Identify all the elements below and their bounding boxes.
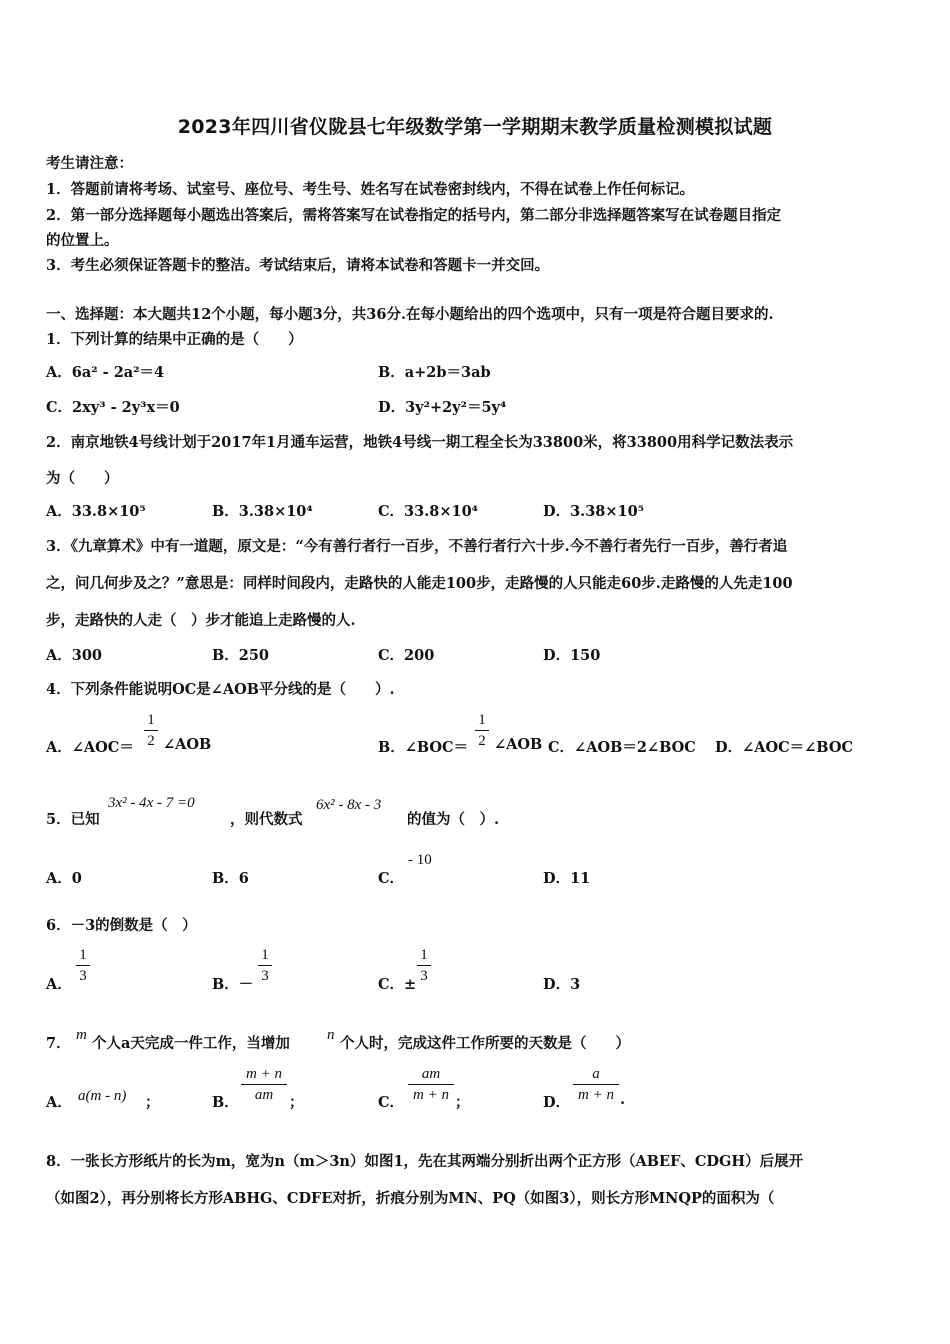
q2-option-d: D．3.38×10⁵: [543, 503, 645, 520]
q6-option-c: C．±: [378, 976, 417, 993]
q7-option-d-end: .: [620, 1091, 626, 1108]
question-5-middle: ，则代数式: [230, 811, 303, 828]
question-2-stem-2: 为（ ）: [46, 470, 119, 487]
q3-option-d: D．150: [543, 647, 601, 664]
q7-variable-m: m: [76, 1027, 87, 1043]
fraction-numerator: 1: [79, 947, 87, 963]
q1-option-c: C．2xy³ - 2y³x＝0: [46, 399, 180, 416]
q3-option-c: C．200: [378, 647, 435, 664]
q7-option-b: B．: [212, 1094, 239, 1111]
q4-option-a-suffix: ∠AOB: [163, 736, 212, 753]
q6-option-c-fraction: [417, 946, 431, 985]
fraction-numerator: 1: [147, 712, 155, 728]
question-6-stem: 6．－3的倒数是（ ）: [46, 917, 197, 934]
q7-option-b-end: ；: [289, 1094, 304, 1111]
q6-option-d: D．3: [543, 976, 581, 993]
question-8-stem-1: 8．一张长方形纸片的长为m，宽为n（m＞3n）如图1，先在其两端分别折出两个正方形（ABEF、CDGH）后展开: [46, 1153, 804, 1170]
q1-option-a: A．6a² - 2a²＝4: [46, 364, 165, 381]
q3-option-a: A．300: [46, 647, 103, 664]
q5-option-c-value: - 10: [408, 852, 432, 868]
fraction-bar: [76, 965, 90, 966]
question-7-part-1: 个人a天完成一件工作，当增加: [92, 1035, 290, 1052]
q2-option-c: C．33.8×10⁴: [378, 503, 479, 520]
q6-option-a-fraction: [76, 946, 90, 985]
q4-option-b-fraction: [475, 711, 489, 750]
section-heading: 一、选择题：本大题共12个小题，每小题3分，共36分.在每小题给出的四个选项中，只有一项是符合题目要求的.: [46, 306, 774, 323]
q2-option-a: A．33.8×10⁵: [46, 503, 146, 520]
q7-option-d: D．: [543, 1094, 571, 1111]
fraction-denominator: am: [254, 1087, 274, 1103]
q6-option-a: A．: [46, 976, 72, 993]
q7-option-c: C．: [378, 1094, 405, 1111]
question-4-stem: 4．下列条件能说明OC是∠AOB平分线的是（ ）.: [46, 681, 395, 698]
question-3-stem-3: 步，走路快的人走（ ）步才能追上走路慢的人.: [46, 612, 356, 629]
q7-option-a: A．: [46, 1094, 72, 1111]
fraction-denominator: 2: [478, 733, 486, 749]
question-7-part-2: 个人时，完成这件工作所要的天数是（ ）: [340, 1035, 630, 1052]
q4-option-b-prefix: B．∠BOC＝: [378, 739, 469, 756]
question-3-stem-2: 之，问几何步及之？”意思是：同样时间段内，走路快的人能走100步，走路慢的人只能走60步.走路慢的人先走100: [46, 575, 793, 592]
notice-item-1: 1．答题前请将考场、试室号、座位号、考生号、姓名写在试卷密封线内，不得在试卷上作任何标记。: [46, 181, 695, 198]
q7-option-a-expression: a(m - n): [78, 1088, 127, 1104]
question-2-stem-1: 2．南京地铁4号线计划于2017年1月通车运营，地铁4号线一期工程全长为33800米，将33800用科学记数法表示: [46, 434, 794, 451]
q5-equation: 3x² - 4x - 7 =0: [108, 795, 195, 811]
q6-option-b-fraction: [258, 946, 272, 985]
question-5-suffix: 的值为（ ）.: [407, 811, 500, 828]
q4-option-c: C．∠AOB＝2∠BOC: [548, 739, 696, 756]
fraction-denominator: 2: [147, 733, 155, 749]
fraction-numerator: m + n: [246, 1066, 282, 1082]
q4-option-b-suffix: ∠AOB: [494, 736, 543, 753]
fraction-denominator: 3: [420, 968, 428, 984]
q7-option-b-fraction: [241, 1065, 287, 1104]
fraction-bar: [417, 965, 431, 966]
notice-heading: 考生请注意：: [46, 155, 133, 172]
question-3-stem-1: 3．《九章算术》中有一道题，原文是：“今有善行者行一百步，不善行者行六十步.今不善行者先行一百步，善行者追: [46, 538, 788, 555]
fraction-numerator: 1: [478, 712, 486, 728]
q1-option-b: B．a+2b＝3ab: [378, 364, 491, 381]
fraction-denominator: 3: [261, 968, 269, 984]
notice-item-2b: 的位置上。: [46, 232, 119, 249]
notice-item-2a: 2．第一部分选择题每小题选出答案后，需将答案写在试卷指定的括号内，第二部分非选择题答案写在试卷题目指定: [46, 207, 782, 224]
notice-item-3: 3．考生必须保证答题卡的整洁。考试结束后，请将本试卷和答题卡一并交回。: [46, 257, 550, 274]
q5-option-d: D．11: [543, 870, 591, 887]
q4-option-a-prefix: A．∠AOC＝: [46, 739, 134, 756]
fraction-denominator: m + n: [413, 1087, 449, 1103]
q4-option-a-fraction: [144, 711, 158, 750]
fraction-bar: [241, 1084, 287, 1085]
q5-expression: 6x² - 8x - 3: [316, 797, 382, 813]
fraction-denominator: 3: [79, 968, 87, 984]
q7-option-a-end: ；: [145, 1094, 160, 1111]
q5-option-a: A．0: [46, 870, 82, 887]
fraction-denominator: m + n: [578, 1087, 614, 1103]
q7-option-c-end: ；: [455, 1094, 470, 1111]
question-1-stem: 1．下列计算的结果中正确的是（ ）: [46, 331, 303, 348]
q6-option-b: B．－: [212, 976, 254, 993]
q7-option-c-fraction: [408, 1065, 454, 1104]
fraction-bar: [573, 1084, 619, 1085]
question-5-prefix: 5．已知: [46, 811, 100, 828]
page-title: 2023年四川省仪陇县七年级数学第一学期期末教学质量检测模拟试题: [177, 116, 773, 138]
question-7-number: 7．: [46, 1035, 71, 1052]
fraction-numerator: 1: [420, 947, 428, 963]
q5-option-b: B．6: [212, 870, 249, 887]
fraction-numerator: am: [421, 1066, 441, 1082]
q1-option-d: D．3y²+2y²＝5y⁴: [378, 399, 507, 416]
q7-variable-n: n: [327, 1027, 335, 1043]
q7-option-d-fraction: [573, 1065, 619, 1104]
q5-option-c: C．: [378, 870, 405, 887]
q3-option-b: B．250: [212, 647, 270, 664]
q4-option-d: D．∠AOC＝∠BOC: [715, 739, 853, 756]
fraction-bar: [144, 730, 158, 731]
fraction-bar: [475, 730, 489, 731]
fraction-bar: [258, 965, 272, 966]
question-8-stem-2: （如图2），再分别将长方形ABHG、CDFE对折，折痕分别为MN、PQ（如图3），则长方形MNQP的面积为（: [46, 1190, 775, 1207]
fraction-numerator: 1: [261, 947, 269, 963]
fraction-bar: [408, 1084, 454, 1085]
q2-option-b: B．3.38×10⁴: [212, 503, 313, 520]
fraction-numerator: a: [592, 1066, 600, 1082]
